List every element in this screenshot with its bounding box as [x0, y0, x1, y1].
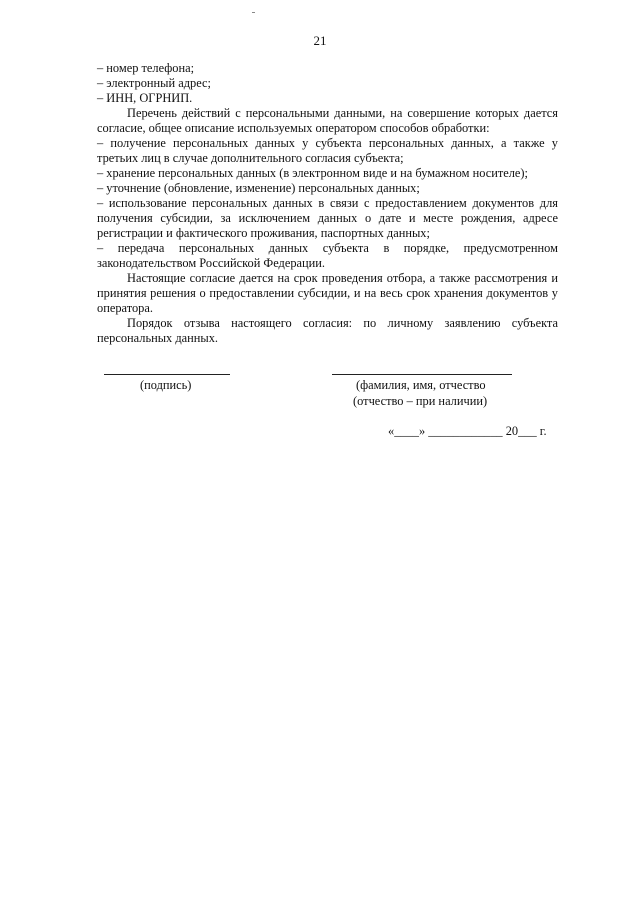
paragraph-action-use: – использование персональных данных в связи с предоставлением документов для получения субсидии, за исключением данных о дате и месте рождения, адресе регистрации и фактического проживания, паспортных данных;: [97, 196, 558, 240]
list-item-inn: – ИНН, ОГРНИП.: [97, 91, 193, 105]
list-item-phone: – номер телефона;: [97, 61, 195, 75]
page-number: 21: [313, 33, 327, 48]
full-name-label: (фамилия, имя, отчество: [356, 378, 486, 392]
paragraph-action-transfer: – передача персональных данных субъекта в порядке, предусмотренном законодательством Российской Федерации.: [97, 241, 558, 270]
patronymic-note-label: (отчество – при наличии): [353, 394, 488, 408]
full-name-line: [332, 374, 512, 375]
signature-line: [104, 374, 230, 375]
paragraph-action-update: – уточнение (обновление, изменение) персональных данных;: [97, 181, 420, 195]
paragraph-actions-intro: Перечень действий с персональными данными, на совершение которых дается согласие, общее описание используемых оператором способов обработки:: [97, 106, 558, 135]
document-body: [97, 61, 558, 346]
paragraph-action-store: – хранение персональных данных (в электронном виде и на бумажном носителе);: [97, 166, 529, 180]
paragraph-action-obtain: – получение персональных данных у субъекта персональных данных, а также у третьих лиц в случае дополнительного согласия субъекта;: [97, 136, 558, 165]
list-item-email: – электронный адрес;: [97, 76, 211, 90]
paragraph-withdrawal: Порядок отзыва настоящего согласия: по личному заявлению субъекта персональных данных.: [97, 316, 558, 345]
date-field: «____» ____________ 20___ г.: [388, 424, 547, 438]
signature-label: (подпись): [140, 378, 192, 392]
scan-mark: [252, 12, 255, 13]
paragraph-consent-term: Настоящие согласие дается на срок проведения отбора, а также рассмотрения и принятия решения о предоставлении субсидии, и на весь срок хранения документов у оператора.: [97, 271, 558, 315]
